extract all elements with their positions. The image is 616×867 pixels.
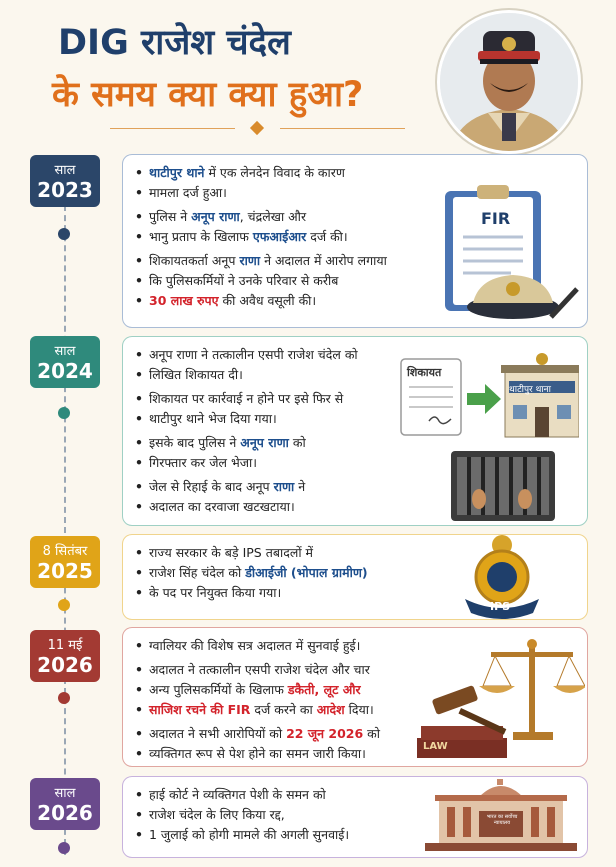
list-item: • अनूप राणा ने तत्कालीन एसपी राजेश चंदेल को (135, 345, 358, 365)
list-item: • अन्य पुलिसकर्मियों के खिलाफ डकैती, लूट और (135, 680, 380, 700)
list-item: • थाटीपुर थाने में एक लेनदेन विवाद के कारण (135, 163, 387, 183)
list-item: • कि पुलिसकर्मियों ने उनके परिवार से करीब (135, 271, 387, 291)
timeline-card-2023 (122, 154, 588, 328)
list-item: • अदालत ने सभी आरोपियों को 22 जून 2026 को (135, 724, 380, 744)
year-badge-2024: साल 2024 (30, 336, 100, 388)
list-item: • ग्वालियर की विशेष सत्र अदालत में सुनवाई हुई। (135, 636, 380, 656)
complaint-and-station-illustration: शिकायत थाटीपुर थाना (399, 351, 579, 521)
list-item: • इसके बाद पुलिस ने अनूप राणा को (135, 433, 358, 453)
list-item: • शिकायतकर्ता अनूप राणा ने अदालत में आरोप लगाया (135, 251, 387, 271)
list-item: • पुलिस ने अनूप राणा, चंद्रलेखा और (135, 207, 387, 227)
list-item: • शिकायत पर कार्रवाई न होने पर इसे फिर से (135, 389, 358, 409)
timeline-card-2024 (122, 336, 588, 526)
list-item: • 1 जुलाई को होगी मामले की अगली सुनवाई। (135, 825, 349, 845)
list-item: • व्यक्तिगत रूप से पेश होने का समन जारी किया। (135, 744, 380, 764)
year-badge-2026: साल 2026 (30, 778, 100, 830)
timeline-dot (58, 692, 70, 704)
timeline-dot (58, 228, 70, 240)
ips-badge-icon: IPS (457, 529, 547, 621)
timeline-card-11-may-2026 (122, 627, 588, 767)
year-badge-11-may-2026: 11 मई 2026 (30, 630, 100, 682)
page-subtitle: के समय क्या क्या हुआ? (52, 75, 364, 115)
list-item: • 30 लाख रुपए की अवैध वसूली की। (135, 291, 387, 311)
list-item: • हाई कोर्ट ने व्यक्तिगत पेशी के समन को (135, 785, 349, 805)
officer-portrait (437, 10, 581, 154)
timeline-line (64, 205, 66, 855)
list-item: • राजेश चंदेल के लिए किया रद्द, (135, 805, 349, 825)
timeline-dot (58, 842, 70, 854)
court-building-icon: भारत का सर्वोच्च न्यायालय (419, 777, 583, 853)
title-divider (110, 122, 410, 136)
list-item: • भानु प्रताप के खिलाफ एफआईआर दर्ज की। (135, 227, 387, 247)
page-title: DIG राजेश चंदेल (58, 23, 291, 63)
list-item: • अदालत का दरवाजा खटखटाया। (135, 497, 358, 517)
fir-document-icon: FIR (441, 177, 581, 322)
year-badge-2023: साल 2023 (30, 155, 100, 207)
timeline-card-2025 (122, 534, 588, 620)
list-item: • अदालत ने तत्कालीन एसपी राजेश चंदेल और चार (135, 660, 380, 680)
list-item: • थाटीपुर थाने भेज दिया गया। (135, 409, 358, 429)
timeline-dot (58, 599, 70, 611)
list-item: • राज्य सरकार के बड़े IPS तबादलों में (135, 543, 368, 563)
list-item: • के पद पर नियुक्त किया गया। (135, 583, 368, 603)
header (0, 0, 616, 150)
list-item: • साजिश रचने की FIR दर्ज करने का आदेश दिया। (135, 700, 380, 720)
justice-scale-gavel-icon: LAW (413, 630, 585, 762)
timeline-dot (58, 407, 70, 419)
timeline-card-2026 (122, 776, 588, 858)
year-badge-2025: 8 सितंबर 2025 (30, 536, 100, 588)
list-item: • जेल से रिहाई के बाद अनूप राणा ने (135, 477, 358, 497)
list-item: • गिरफ्तार कर जेल भेजा। (135, 453, 358, 473)
list-item: • मामला दर्ज हुआ। (135, 183, 387, 203)
list-item: • राजेश सिंह चंदेल को डीआईजी (भोपाल ग्रामीण) (135, 563, 368, 583)
list-item: • लिखित शिकायत दी। (135, 365, 358, 385)
